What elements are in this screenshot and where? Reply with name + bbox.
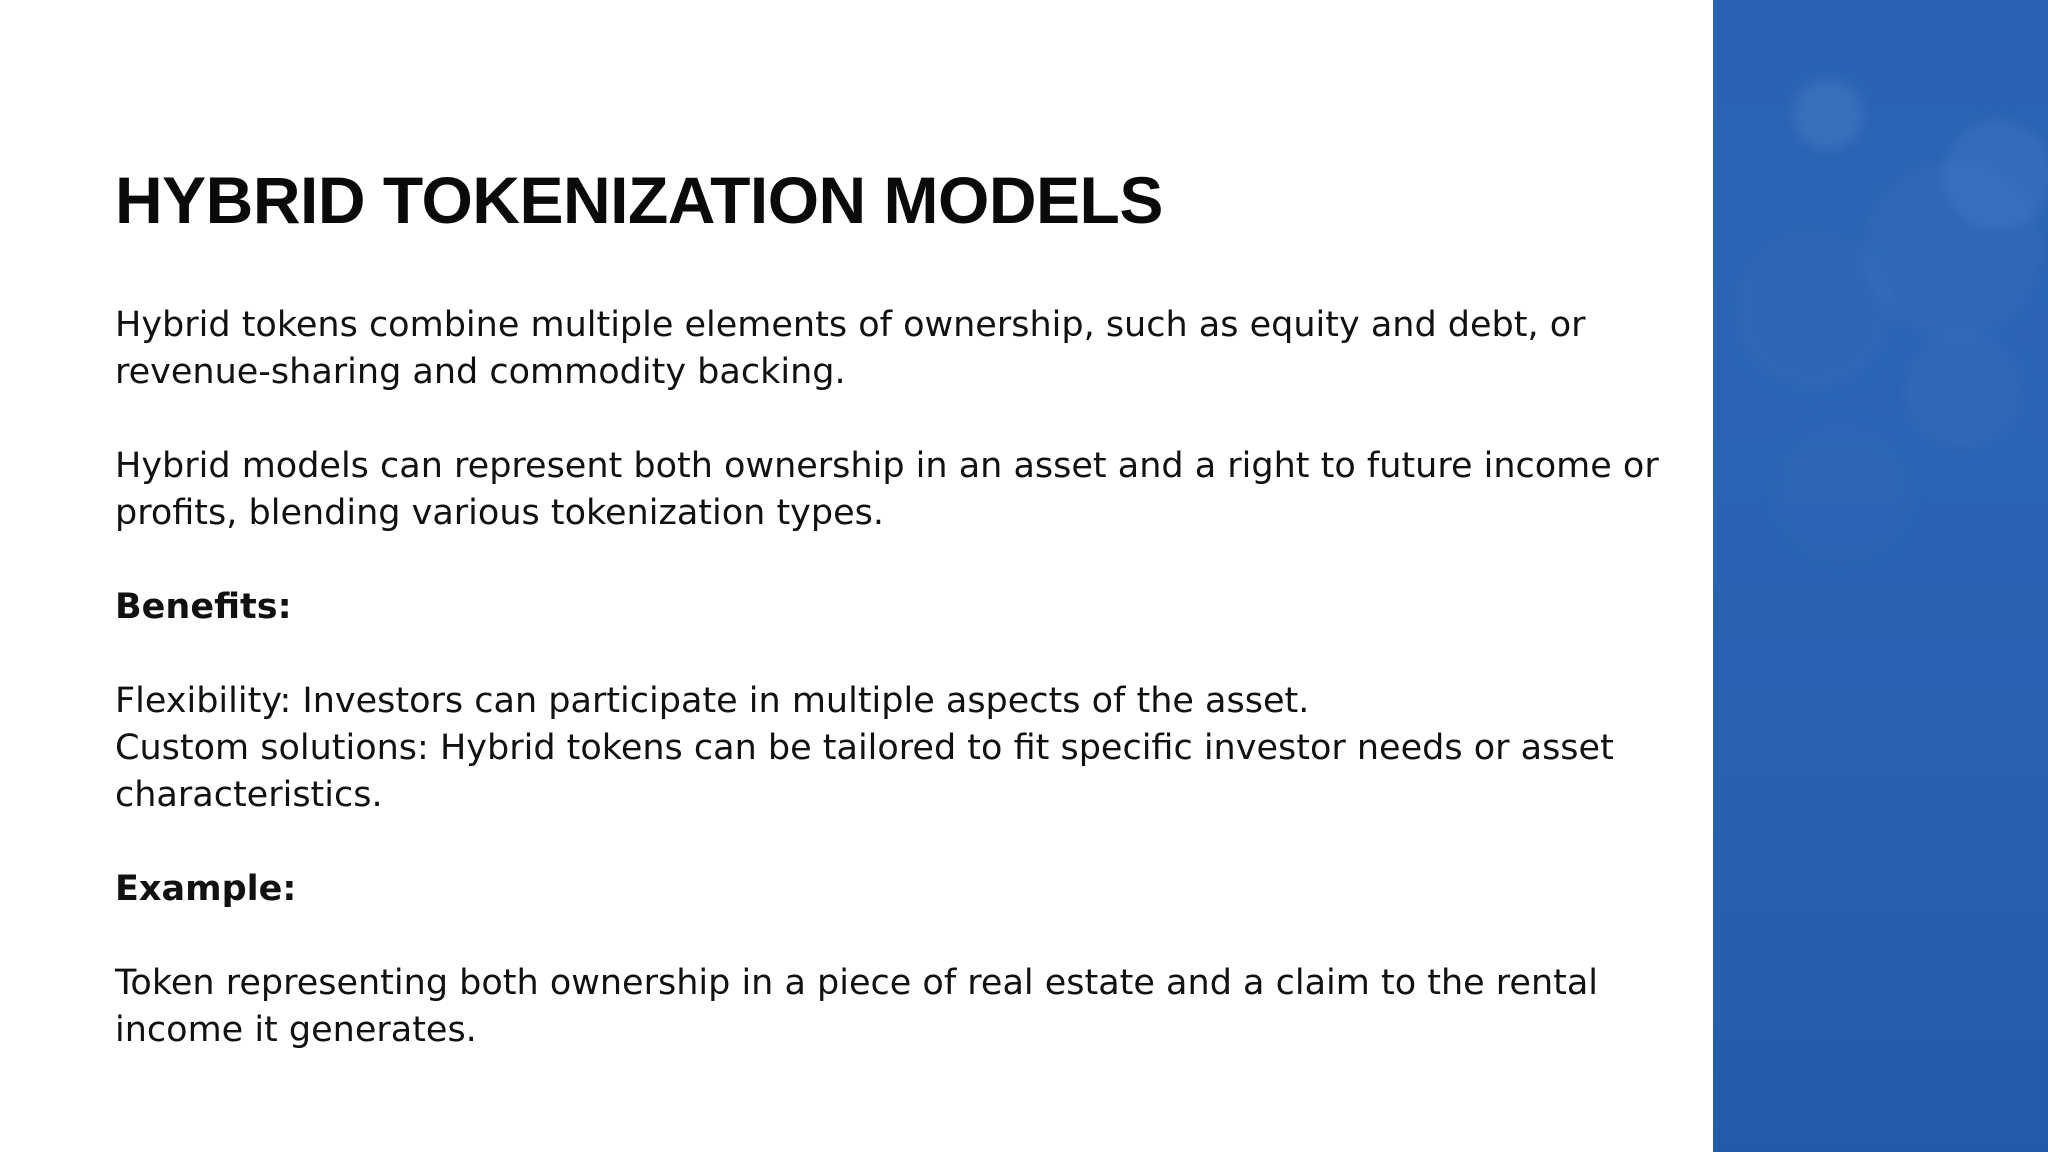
- spacer: [115, 631, 1675, 678]
- benefit-custom-solutions: Custom solutions: Hybrid tokens can be tailored to fit specific investor needs or asset characteristics.: [115, 728, 1614, 815]
- bokeh-light: [1733, 230, 1893, 390]
- spacer: [115, 537, 1675, 584]
- example-heading: Example:: [115, 869, 297, 909]
- spacer: [115, 913, 1675, 960]
- slide-body: [115, 302, 1675, 1054]
- slide-title: HYBRID TOKENIZATION MODELS: [115, 163, 1163, 237]
- paragraph-hybrid-models: Hybrid models can represent both ownership in an asset and a right to future income or profits, blending various tokenization types.: [115, 446, 1659, 533]
- benefits-heading: Benefits:: [115, 587, 292, 627]
- decorative-side-panel: [1713, 0, 2048, 1152]
- bokeh-light: [1773, 420, 1913, 560]
- spacer: [115, 819, 1675, 866]
- slide-content: [115, 160, 1675, 1054]
- benefit-flexibility: Flexibility: Investors can participate in multiple aspects of the asset.: [115, 681, 1310, 721]
- spacer: [115, 396, 1675, 443]
- example-text: Token representing both ownership in a piece of real estate and a claim to the rental income it generates.: [115, 963, 1599, 1050]
- paragraph-intro: Hybrid tokens combine multiple elements of ownership, such as equity and debt, or revenue-sharing and commodity backing.: [115, 305, 1586, 392]
- bokeh-light: [1903, 330, 2023, 450]
- bokeh-light: [1793, 80, 1863, 150]
